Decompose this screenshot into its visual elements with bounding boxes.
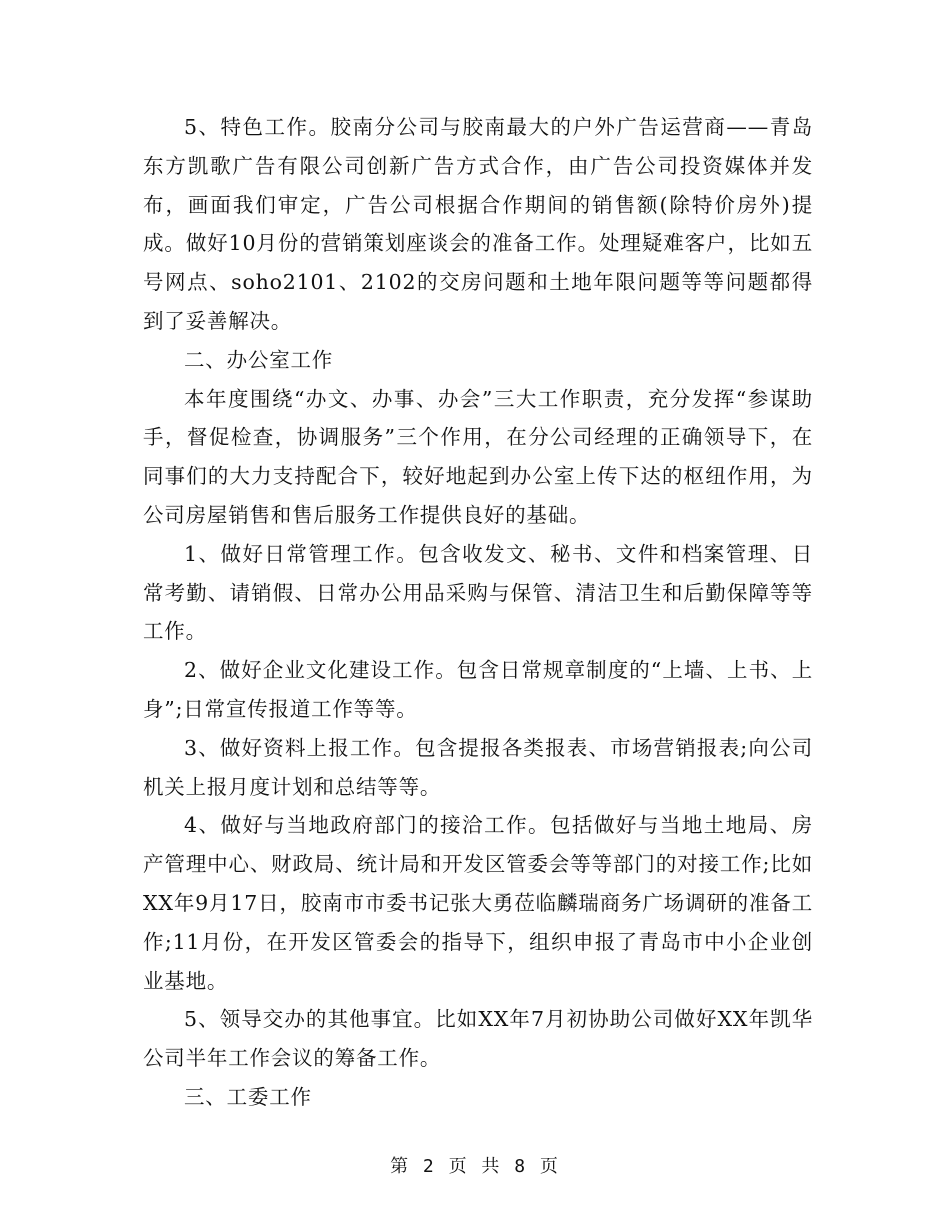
paragraph-office-overview: 本年度围绕“办文、办事、办会”三大工作职责，充分发挥“参谋助手，督促检查，协调服务”三个作用，在分公司经理的正确领导下，在同事们的大力支持配合下，较好地起到办公室上传下达的枢纽作用，为公司房屋销售和售后服务工作提供良好的基础。 xyxy=(143,386,813,527)
paragraph-corporate-culture: 2、做好企业文化建设工作。包含日常规章制度的“上墙、上书、上身”;日常宣传报道工作等等。 xyxy=(143,658,813,721)
document-body xyxy=(143,108,813,1117)
section-heading-union-work: 三、工委工作 xyxy=(184,1084,312,1109)
paragraph-special-work: 5、特色工作。胶南分公司与胶南最大的户外广告运营商——青岛东方凯歌广告有限公司创新广告方式合作，由广告公司投资媒体并发布，画面我们审定，广告公司根据合作期间的销售额(除特价房外)提成。做好10月份的营销策划座谈会的准备工作。处理疑难客户，比如五号网点、soho2101、2102的交房问题和土地年限问题等等问题都得到了妥善解决。 xyxy=(143,115,813,333)
paragraph-daily-management: 1、做好日常管理工作。包含收发文、秘书、文件和档案管理、日常考勤、请销假、日常办公用品采购与保管、清洁卫生和后勤保障等等工作。 xyxy=(143,541,813,644)
paragraph-other-matters: 5、领导交办的其他事宜。比如XX年7月初协助公司做好XX年凯华公司半年工作会议的筹备工作。 xyxy=(143,1007,813,1071)
paragraph-government-liaison: 4、做好与当地政府部门的接洽工作。包括做好与当地土地局、房产管理中心、财政局、统计局和开发区管委会等等部门的对接工作;比如XX年9月17日，胶南市市委书记张大勇莅临麟瑞商务广场调研的准备工作;11月份，在开发区管委会的指导下，组织申报了青岛市中小企业创业基地。 xyxy=(143,813,813,993)
page-number-footer: 第 2 页 共 8 页 xyxy=(390,1156,560,1177)
section-heading-office-work: 二、办公室工作 xyxy=(184,347,334,372)
paragraph-data-reporting: 3、做好资料上报工作。包含提报各类报表、市场营销报表;向公司机关上报月度计划和总结等等。 xyxy=(143,735,813,799)
